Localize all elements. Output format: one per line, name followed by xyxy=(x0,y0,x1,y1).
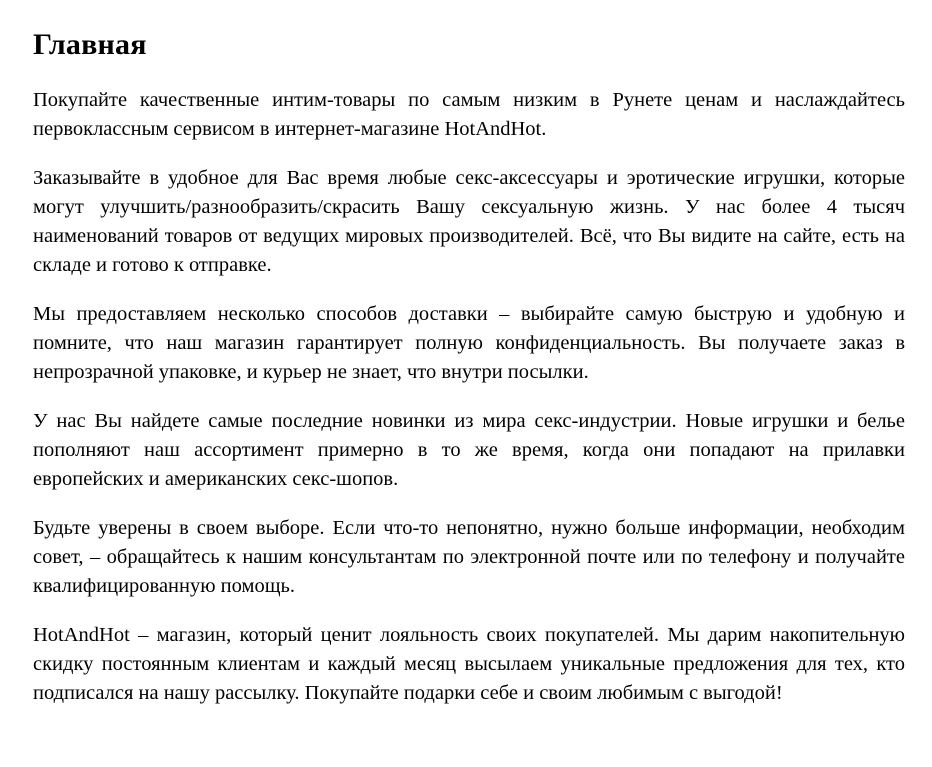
paragraph-loyalty: HotAndHot – магазин, который ценит лояльность своих покупателей. Мы дарим накопительную скидку постоянным клиентам и каждый месяц высылаем уникальные предложения для тех, кто подписался на нашу рассылку. Покупайте подарки себе и своим любимым с выгодой! xyxy=(33,624,905,704)
paragraph-delivery: Мы предоставляем несколько способов доставки – выбирайте самую быструю и удобную и помните, что наш магазин гарантирует полную конфиденциальность. Вы получаете заказ в непрозрачной упаковке, и курьер не знает, что внутри посылки. xyxy=(33,303,905,383)
paragraph-novelties: У нас Вы найдете самые последние новинки из мира секс-индустрии. Новые игрушки и белье пополняют наш ассортимент примерно в то же время, когда они попадают на прилавки европейских и американских секс-шопов. xyxy=(33,410,905,490)
paragraph-intro: Покупайте качественные интим-товары по самым низким в Рунете ценам и наслаждайтесь первоклассным сервисом в интернет-магазине HotAndHot. xyxy=(33,89,905,140)
document-body xyxy=(33,86,905,708)
paragraph-support: Будьте уверены в своем выборе. Если что-то непонятно, нужно больше информации, необходим совет, – обращайтесь к нашим консультантам по электронной почте или по телефону и получайте квалифицированную помощь. xyxy=(33,517,905,597)
page-title: Главная xyxy=(33,28,147,61)
paragraph-assortment: Заказывайте в удобное для Вас время любые секс-аксессуары и эротические игрушки, которые могут улучшить/разнообразить/скрасить Вашу сексуальную жизнь. У нас более 4 тысяч наименований товаров от ведущих мировых производителей. Всё, что Вы видите на сайте, есть на складе и готово к отправке. xyxy=(33,167,905,276)
